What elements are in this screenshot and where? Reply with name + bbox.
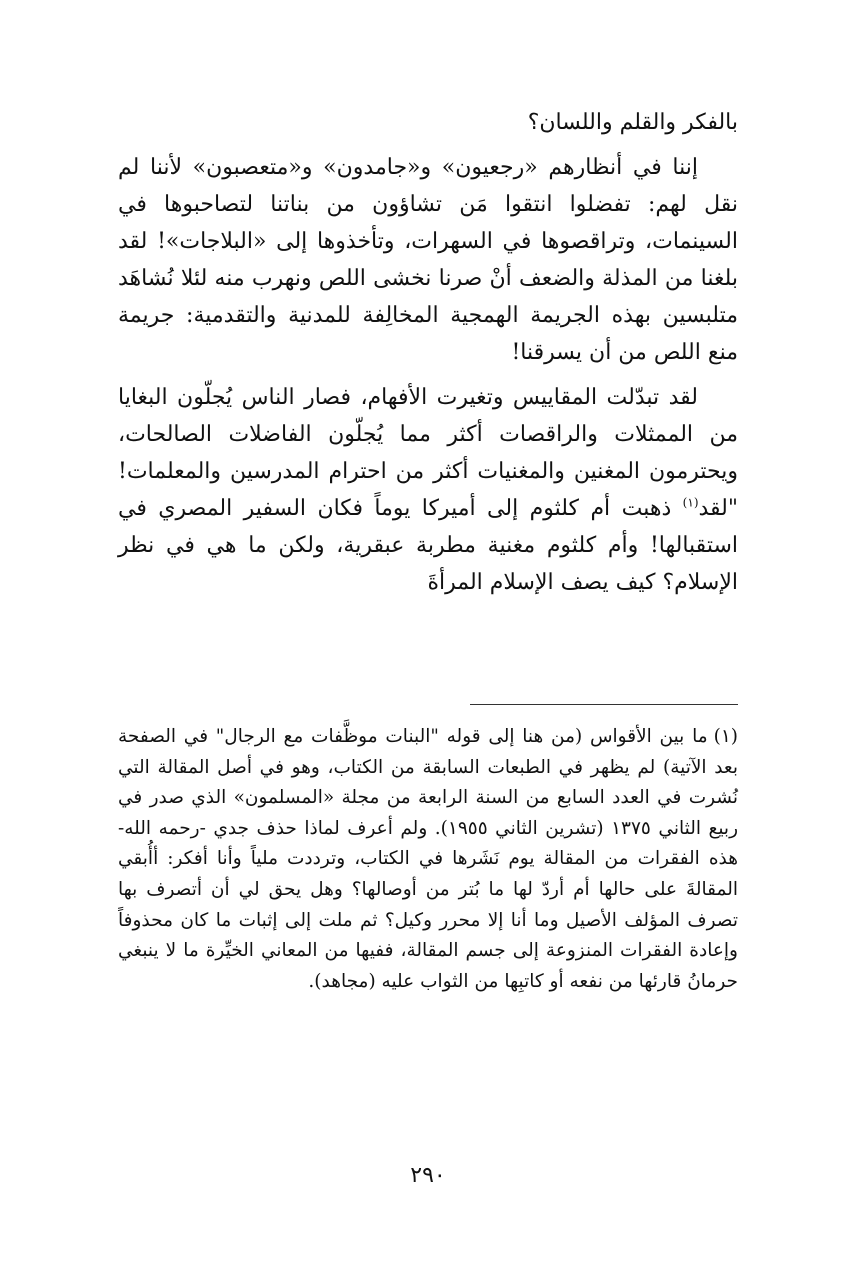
- paragraph-2-part-2: ذهبت أم كلثوم إلى أميركا يوماً فكان السفير المصري في استقبالها! وأم كلثوم مغنية مطربة عبقرية، ولكن ما هي في نظر الإسلام؟ كيف يصف الإسلام المرأةَ: [118, 496, 738, 595]
- paragraph-2: [118, 379, 738, 601]
- footnote-text: ما بين الأقواس (من هنا إلى قوله "البنات موظَّفات مع الرجال" في الصفحة بعد الآتية) لم يظهر في الطبعات السابقة من الكتاب، وهو في أصل المقالة التي نُشرت في العدد السابع من السنة الرابعة من مجلة «المسلمون» الذي صدر في ربيع الثاني ١٣٧٥ (تشرين الثاني ١٩٥٥). ولم أعرف لماذا حذف جدي -رحمه الله- هذه الفقرات من المقالة يوم نَشَرها في الكتاب، وترددت ملياً وأنا أفكر: أأُبقي المقالةَ على حالها أم أردّ لها ما بُتر من أوصالها؟ وهل يحق لي أن أتصرف بها تصرف المؤلف الأصيل وما أنا إلا محرر وكيل؟ ثم ملت إلى إثبات ما كان محذوفاً وإعادة الفقرات المنزوعة إلى جسم المقالة، ففيها من المعاني الخيِّرة ما لا ينبغي حرمانُ قارئها من نفعه أو كاتبِها من الثواب عليه (مجاهد).: [118, 726, 739, 992]
- paragraph-2-part-1: لقد تبدّلت المقاييس وتغيرت الأفهام، فصار الناس يُجلّون البغايا من الممثلات والراقصات أكثر مما يُجلّون الفاضلات الصالحات، ويحترمون المغنين والمغنيات أكثر من احترام المدرسين والمعلمات! "لقد: [118, 385, 738, 521]
- footnote-reference[interactable]: (١): [682, 495, 699, 510]
- intro-line: بالفكر والقلم واللسان؟: [527, 110, 738, 135]
- footnote-divider: [470, 704, 738, 705]
- main-text: [118, 104, 738, 601]
- footnote: [118, 722, 738, 997]
- footnote-number: (١): [713, 726, 738, 747]
- paragraph-1: إننا في أنظارهم «رجعيون» و«جامدون» و«متعصبون» لأننا لم نقل لهم: تفضلوا انتقوا مَن تشاؤون من بناتنا لتصاحبوها في السينمات، وتراقصوها في السهرات، وتأخذوها إلى «البلاجات»! لقد بلغنا من المذلة والضعف أنْ صرنا نخشى اللص ونهرب منه لئلا نُشاهَد متلبسين بهذه الجريمة الهمجية المخالِفة للمدنية والتقدمية: جريمة منع اللص من أن يسرقنا!: [118, 155, 738, 365]
- page-number: ٢٩٠: [410, 1163, 446, 1188]
- footnote-paragraph: [118, 722, 738, 997]
